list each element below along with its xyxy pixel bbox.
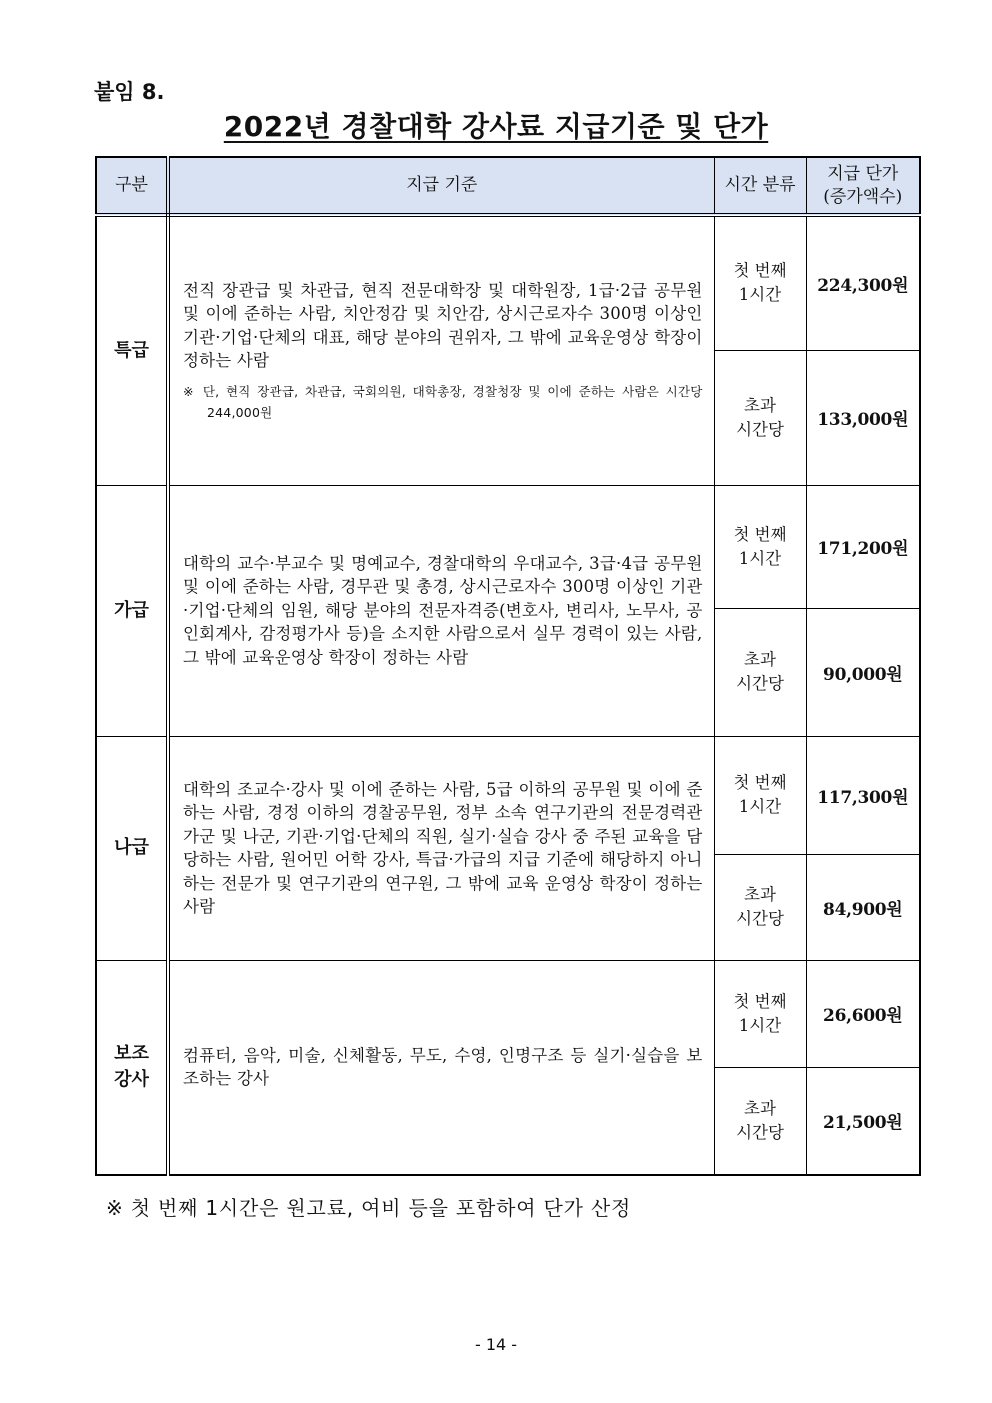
time-first-line2: 1시간: [738, 548, 782, 568]
time-first-line2: 1시간: [738, 797, 782, 816]
header-criteria: 지급 기준: [168, 157, 714, 215]
price-extra-hour: 84,900원: [806, 854, 920, 960]
grade-line2: 강사: [114, 1069, 149, 1091]
price-extra-hour: 21,500원: [806, 1067, 920, 1175]
price-first-hour: 117,300원: [806, 736, 920, 854]
criteria-cell: [168, 960, 714, 1175]
table-row: [96, 485, 920, 608]
time-first-line1: 첫 번째: [733, 524, 787, 544]
table-row: [96, 736, 920, 854]
header-price-line2: (증가액수): [823, 186, 903, 207]
criteria-text: 대학의 조교수·강사 및 이에 준하는 사람, 5급 이하의 공무원 및 이에 준하는 사람, 경정 이하의 경찰공무원, 정부 소속 연구기관의 전문경력관 가군 및 나군, 기관·기업·단체의 직원, 실기·실습 강사 중 주된 교육을 담당하는 사람, 원어민 어학 강사, 특급·가급의 지급 기준에 해당하지 아니하는 전문가 및 연구기관의 연구원, 그 밖에 교육 운영상 학장이 정하는 사람: [183, 779, 703, 916]
time-extra-line1: 초과: [744, 395, 776, 415]
table-header-row: [96, 157, 920, 215]
time-first-line1: 첫 번째: [733, 773, 787, 792]
criteria-text: 대학의 교수·부교수 및 명예교수, 경찰대학의 우대교수, 3급·4급 공무원 및 이에 준하는 사람, 경무관 및 총경, 상시근로자수 300명 이상인 기관·기업·단체의 임원, 해당 분야의 전문자격증(변호사, 변리사, 노무사, 공인회계사, 감정평가사 등)을 소지한 사람으로서 실무 경력이 있는 사람, 그 밖에 교육운영상 학장이 정하는 사람: [183, 553, 703, 667]
grade-cell: 가급: [96, 485, 168, 736]
grade-cell: [96, 960, 168, 1175]
time-first-hour: [714, 215, 806, 350]
time-extra-line2: 시간당: [736, 1122, 784, 1142]
grade-line1: 보조: [114, 1043, 149, 1065]
price-first-hour: 171,200원: [806, 485, 920, 608]
time-first-hour: [714, 960, 806, 1067]
header-price-line1: 지급 단가: [827, 163, 899, 184]
time-first-hour: [714, 736, 806, 854]
time-extra-hour: [714, 350, 806, 485]
time-extra-hour: [714, 854, 806, 960]
criteria-cell: [168, 736, 714, 960]
header-price: [806, 157, 920, 215]
rate-table: [95, 156, 921, 1176]
header-category: 구분: [96, 157, 168, 215]
time-extra-line2: 시간당: [736, 909, 784, 928]
time-extra-hour: [714, 608, 806, 736]
price-first-hour: 224,300원: [806, 215, 920, 350]
criteria-text: 컴퓨터, 음악, 미술, 신체활동, 무도, 수영, 인명구조 등 실기·실습을 보조하는 강사: [183, 1045, 703, 1089]
time-first-line1: 첫 번째: [733, 261, 787, 281]
footnote: ※ 첫 번째 1시간은 원고료, 여비 등을 포함하여 단가 산정: [106, 1196, 632, 1220]
page-number: - 14 -: [474, 1335, 518, 1354]
time-first-hour: [714, 485, 806, 608]
table-row: [96, 215, 920, 350]
price-extra-hour: 90,000원: [806, 608, 920, 736]
time-extra-line2: 시간당: [736, 419, 784, 439]
page-title-text: 2022년 경찰대학 강사료 지급기준 및 단가: [223, 110, 769, 143]
time-first-line2: 1시간: [738, 285, 782, 305]
time-extra-line1: 초과: [744, 885, 776, 904]
time-first-line1: 첫 번째: [733, 991, 787, 1011]
header-time: 시간 분류: [714, 157, 806, 215]
time-extra-hour: [714, 1067, 806, 1175]
criteria-cell: [168, 485, 714, 736]
grade-cell: 나급: [96, 736, 168, 960]
attachment-label: 붙임 8.: [94, 80, 165, 104]
time-first-line2: 1시간: [738, 1015, 782, 1035]
price-first-hour: 26,600원: [806, 960, 920, 1067]
time-extra-line2: 시간당: [736, 674, 784, 693]
price-extra-hour: 133,000원: [806, 350, 920, 485]
time-extra-line1: 초과: [744, 1098, 776, 1118]
criteria-cell: [168, 215, 714, 485]
grade-cell: 특급: [96, 215, 168, 485]
criteria-text: 전직 장관급 및 차관급, 현직 전문대학장 및 대학원장, 1급·2급 공무원 및 이에 준하는 사람, 치안정감 및 치안감, 상시근로자수 300명 이상인 기관·기업·단체의 대표, 해당 분야의 권위자, 그 밖에 교육운영상 학장이 정하는 사람: [183, 280, 703, 371]
criteria-note: ※ 단, 현직 장관급, 차관급, 국회의원, 대학총장, 경찰청장 및 이에 준하는 사람은 시간당 244,000원: [183, 383, 703, 420]
table-row: [96, 960, 920, 1067]
time-extra-line1: 초과: [744, 650, 776, 669]
page-title: [0, 105, 992, 145]
